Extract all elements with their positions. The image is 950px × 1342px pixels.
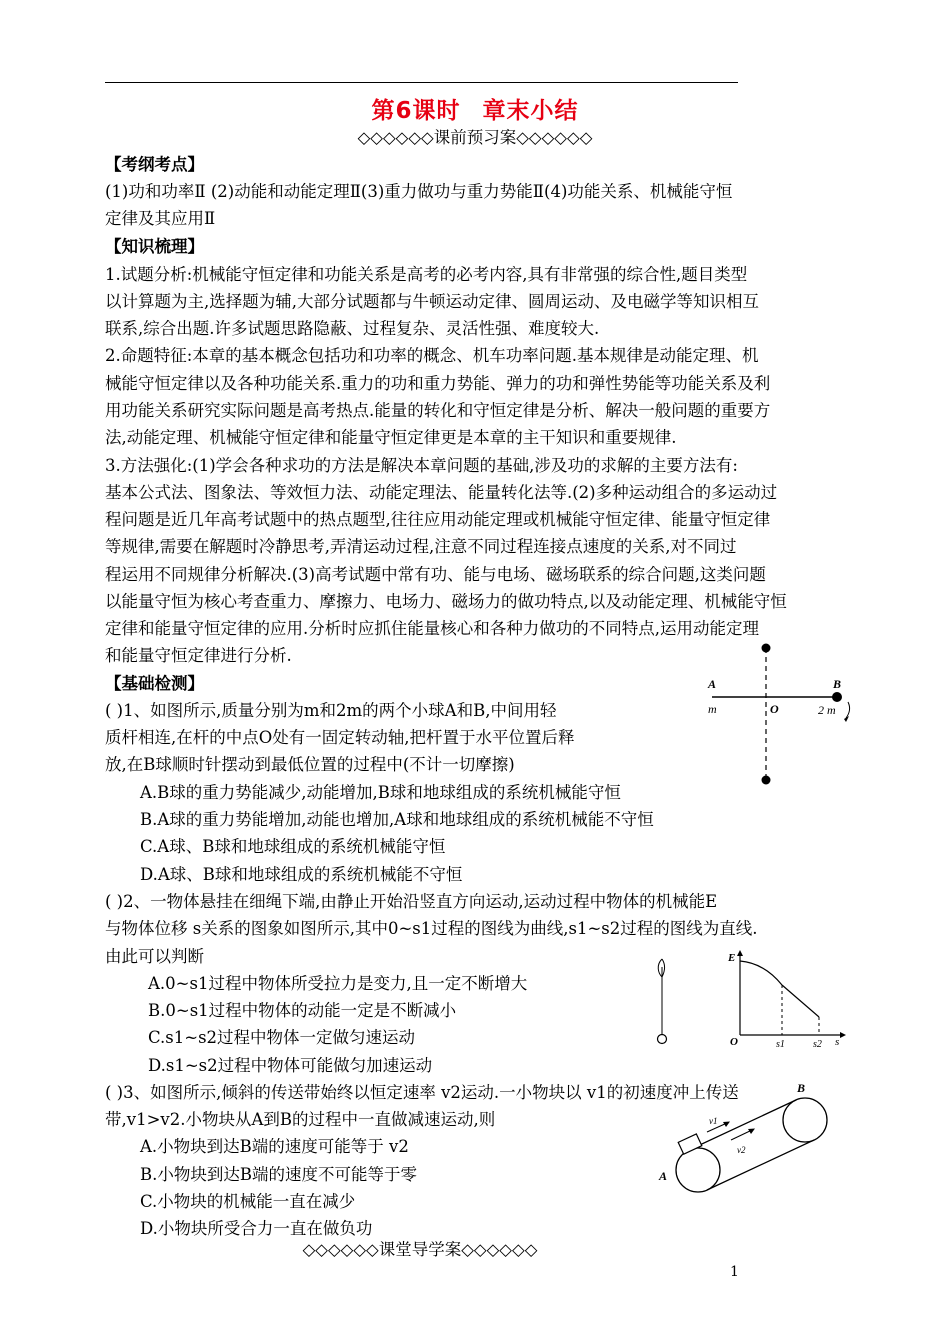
q2-label-e: E bbox=[728, 952, 736, 964]
para-line: 法,动能定理、机械能守恒定律和能量守恒定律更是本章的主干知识和重要规律. bbox=[105, 428, 677, 447]
section-preview: ◇◇◇◇◇◇课前预习案◇◇◇◇◇◇ bbox=[357, 128, 593, 147]
top-rule bbox=[105, 82, 738, 83]
para-line: 程运用不同规律分析解决.(3)高考试题中常有功、能与电场、磁场联系的综合问题,这类问题 bbox=[105, 565, 766, 584]
q1-option-b: B.A球的重力势能增加,动能也增加,A球和地球组成的系统机械能不守恒 bbox=[140, 810, 654, 829]
q1-option-c: C.A球、B球和地球组成的系统机械能守恒 bbox=[140, 837, 446, 856]
q2-label-s: s bbox=[835, 1036, 840, 1048]
q3-figure-conveyor bbox=[655, 1080, 855, 1200]
section-class: ◇◇◇◇◇◇课堂导学案◇◇◇◇◇◇ bbox=[302, 1240, 538, 1259]
page-number: 1 bbox=[730, 1264, 739, 1280]
q2-line: ( )2、一物体悬挂在细绳下端,由静止开始沿竖直方向运动,运动过程中物体的机械能E bbox=[105, 892, 718, 911]
q1-option-d: D.A球、B球和地球组成的系统机械能不守恒 bbox=[140, 865, 463, 884]
kaogang-line: (1)功和功率Ⅱ (2)动能和动能定理Ⅱ(3)重力做功与重力势能Ⅱ(4)功能关系、机械能守恒 bbox=[105, 182, 733, 201]
q3-option-c: C.小物块的机械能一直在减少 bbox=[140, 1192, 356, 1211]
kaogang-heading: 【考纲考点】 bbox=[105, 155, 204, 174]
q3-label-b: B bbox=[797, 1081, 806, 1095]
q1-figure-rod bbox=[700, 640, 860, 790]
para-line: 定律和能量守恒定律的应用.分析时应抓住能量核心和各种力做功的不同特点,运用动能定理 bbox=[105, 619, 759, 638]
q1-line: 质杆相连,在杆的中点O处有一固定转动轴,把杆置于水平位置后释 bbox=[105, 728, 575, 747]
q2-label-s2: s2 bbox=[813, 1039, 822, 1050]
q1-option-a: A.B球的重力势能减少,动能增加,B球和地球组成的系统机械能守恒 bbox=[140, 783, 621, 802]
para-line: 程问题是近几年高考试题中的热点题型,往往应用动能定理或机械能守恒定律、能量守恒定律 bbox=[105, 510, 771, 529]
para-line: 基本公式法、图象法、等效恒力法、动能定理法、能量转化法等.(2)多种运动组合的多运动过 bbox=[105, 483, 778, 502]
q3-option-b: B.小物块到达B端的速度不可能等于零 bbox=[140, 1165, 417, 1184]
q3-line: 带,v1>v2.小物块从A到B的过程中一直做减速运动,则 bbox=[105, 1110, 496, 1129]
q2-line: 与物体位移 s关系的图象如图所示,其中0~s1过程的图线为曲线,s1~s2过程的图线为直线. bbox=[105, 919, 758, 938]
para-line: 以计算题为主,选择题为辅,大部分试题都与牛顿运动定律、圆周运动、及电磁学等知识相互 bbox=[105, 292, 759, 311]
page-title bbox=[0, 92, 950, 125]
kaogang-line: 定律及其应用Ⅱ bbox=[105, 209, 216, 228]
q1-label-b: B bbox=[833, 677, 842, 691]
para-line: 械能守恒定律以及各种功能关系.重力的功和重力势能、弹力的功和弹性势能等功能关系及利 bbox=[105, 374, 771, 393]
q2-option-b: B.0~s1过程中物体的动能一定是不断减小 bbox=[148, 1001, 457, 1020]
q2-label-s1: s1 bbox=[776, 1039, 785, 1050]
jichu-heading: 【基础检测】 bbox=[105, 674, 204, 693]
para-line: 2.命题特征:本章的基本概念包括功和功率的概念、机车功率问题.基本规律是动能定理、机 bbox=[105, 346, 759, 365]
q3-label-a: A bbox=[659, 1169, 668, 1183]
q2-option-d: D.s1~s2过程中物体可能做匀加速运动 bbox=[148, 1056, 433, 1075]
q1-label-o: O bbox=[770, 702, 779, 716]
q3-option-d: D.小物块所受合力一直在做负功 bbox=[140, 1219, 373, 1238]
q3-line: ( )3、如图所示,倾斜的传送带始终以恒定速率 v2运动.一小物块以 v1的初速度冲上传送 bbox=[105, 1083, 739, 1102]
q3-label-v2: v2 bbox=[737, 1145, 746, 1155]
title-lesson: 第6课时 bbox=[371, 98, 461, 124]
q2-label-o: O bbox=[730, 1036, 738, 1048]
para-line: 联系,综合出题.许多试题思路隐蔽、过程复杂、灵活性强、难度较大. bbox=[105, 319, 600, 338]
q1-label-m: m bbox=[708, 702, 717, 716]
q2-option-c: C.s1~s2过程中物体一定做匀速运动 bbox=[148, 1028, 416, 1047]
q2-line: 由此可以判断 bbox=[105, 947, 204, 966]
q2-figure-graph bbox=[724, 945, 849, 1050]
para-line: 3.方法强化:(1)学会各种求功的方法是解决本章问题的基础,涉及功的求解的主要方法有: bbox=[105, 456, 738, 475]
q2-option-a: A.0~s1过程中物体所受拉力是变力,且一定不断增大 bbox=[148, 974, 528, 993]
title-topic: 章末小结 bbox=[482, 98, 579, 124]
q2-figure-pendulum bbox=[648, 955, 678, 1055]
q1-line: ( )1、如图所示,质量分别为m和2m的两个小球A和B,中间用轻 bbox=[105, 701, 557, 720]
q1-line: 放,在B球顺时针摆动到最低位置的过程中(不计一切摩擦) bbox=[105, 755, 515, 774]
zhishi-heading: 【知识梳理】 bbox=[105, 237, 204, 256]
para-line: 用功能关系研究实际问题是高考热点.能量的转化和守恒定律是分析、解决一般问题的重要方 bbox=[105, 401, 771, 420]
para-line: 和能量守恒定律进行分析. bbox=[105, 646, 292, 665]
q3-label-v1: v1 bbox=[709, 1116, 718, 1126]
q1-label-a: A bbox=[708, 677, 717, 691]
q3-option-a: A.小物块到达B端的速度可能等于 v2 bbox=[140, 1137, 409, 1156]
para-line: 以能量守恒为核心考查重力、摩擦力、电场力、磁场力的做功特点,以及动能定理、机械能守恒 bbox=[105, 592, 787, 611]
q1-label-2m: 2 m bbox=[818, 703, 836, 717]
para-line: 等规律,需要在解题时冷静思考,弄清运动过程,注意不同过程连接点速度的关系,对不同过 bbox=[105, 537, 737, 556]
para-line: 1.试题分析:机械能守恒定律和功能关系是高考的必考内容,具有非常强的综合性,题目类型 bbox=[105, 265, 748, 284]
